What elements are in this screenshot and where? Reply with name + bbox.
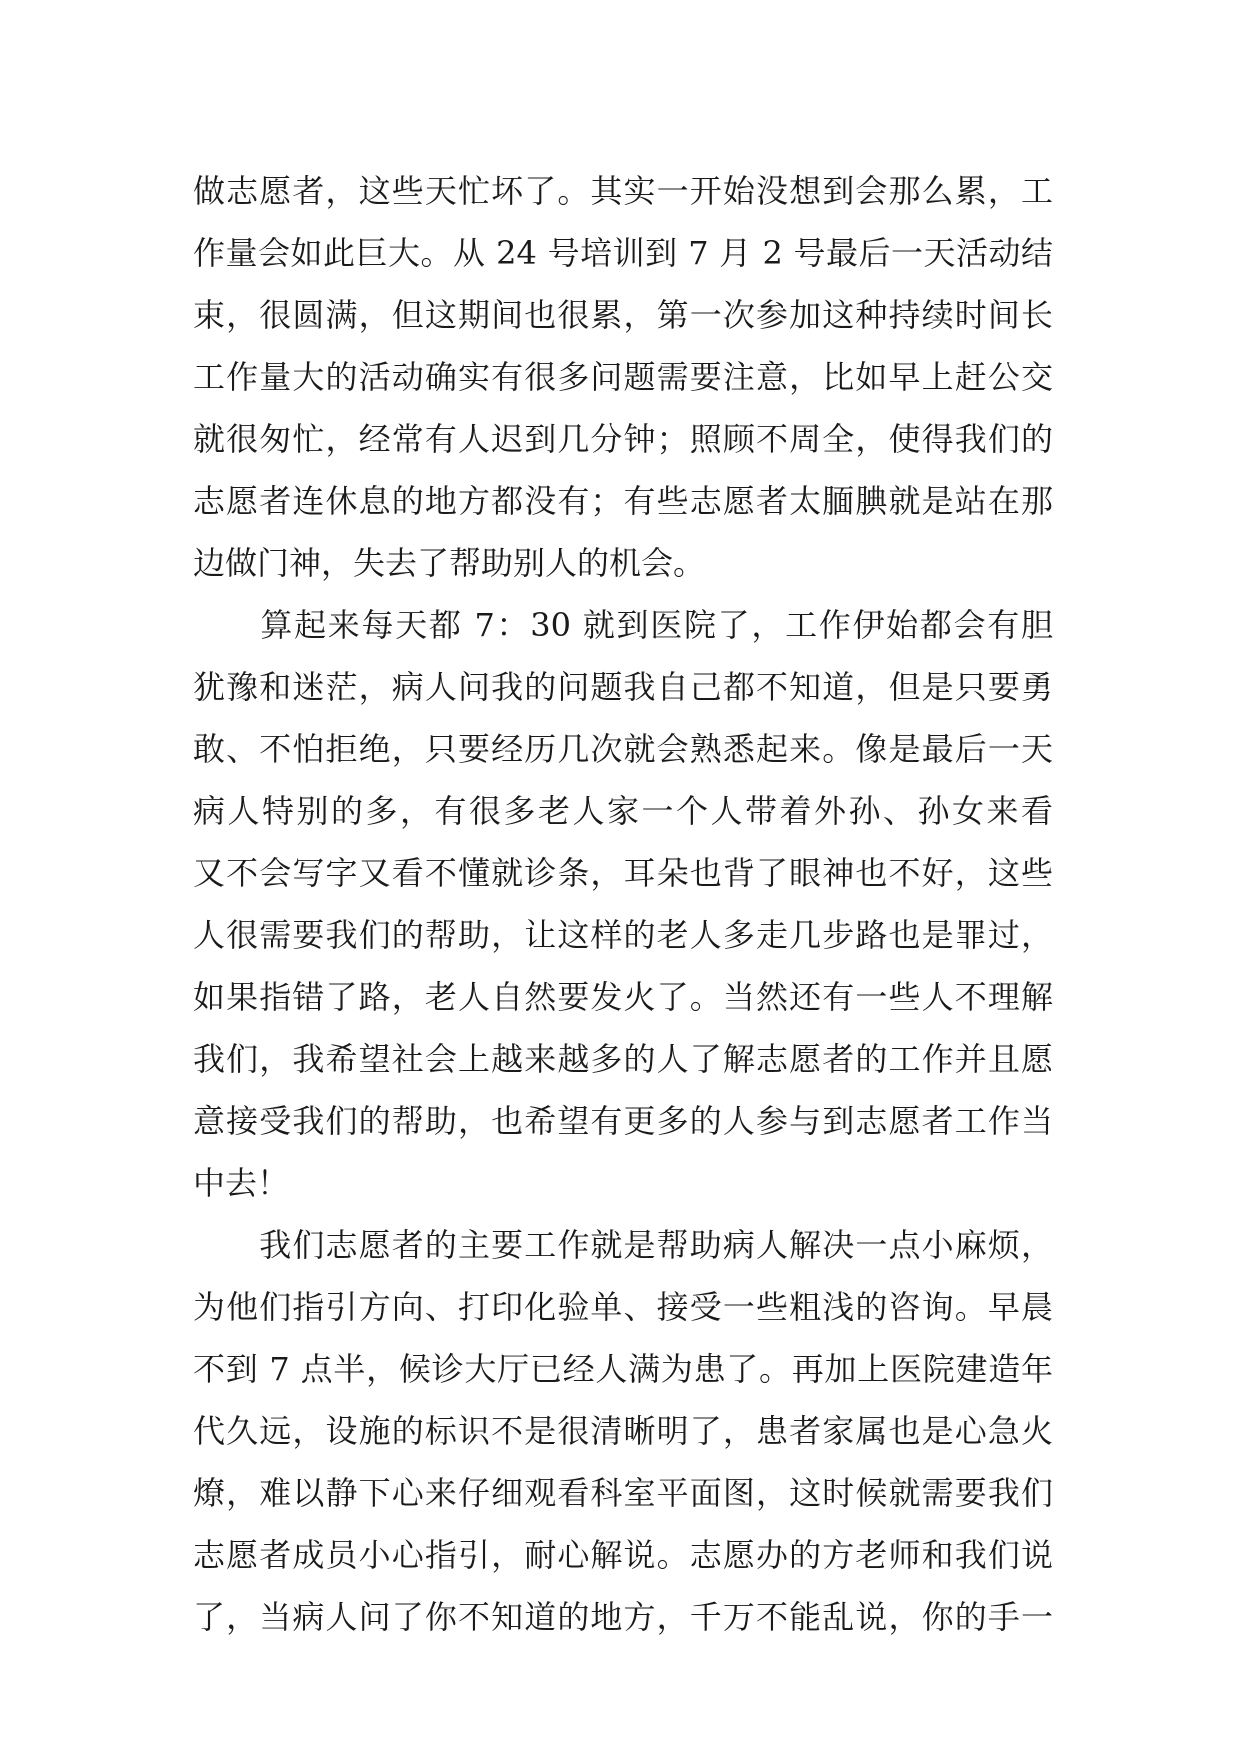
text-line: 敢、不怕拒绝，只要经历几次就会熟悉起来。像是最后一天	[193, 730, 1053, 768]
text-line: 代久远，设施的标识不是很清晰明了，患者家属也是心急火	[193, 1412, 1053, 1450]
text-line: 工作量大的活动确实有很多问题需要注意，比如早上赶公交	[193, 358, 1053, 396]
text-line: 志愿者成员小心指引，耐心解说。志愿办的方老师和我们说	[193, 1536, 1053, 1574]
text-line: 如果指错了路，老人自然要发火了。当然还有一些人不理解	[193, 978, 1053, 1016]
text-line: 做志愿者，这些天忙坏了。其实一开始没想到会那么累，工	[193, 172, 1053, 210]
text-line: 束，很圆满，但这期间也很累，第一次参加这种持续时间长	[193, 296, 1053, 334]
text-line: 燎，难以静下心来仔细观看科室平面图，这时候就需要我们	[193, 1474, 1053, 1512]
text-line: 不到 7 点半，候诊大厅已经人满为患了。再加上医院建造年	[193, 1350, 1053, 1388]
text-line: 犹豫和迷茫，病人问我的问题我自己都不知道，但是只要勇	[193, 668, 1053, 706]
text-line: 人很需要我们的帮助，让这样的老人多走几步路也是罪过，	[193, 916, 1053, 954]
text-line: 边做门神，失去了帮助别人的机会。	[193, 544, 706, 582]
document-body	[193, 160, 1053, 1648]
text-line: 作量会如此巨大。从 24 号培训到 7 月 2 号最后一天活动结	[193, 234, 1053, 272]
text-line: 又不会写字又看不懂就诊条，耳朵也背了眼神也不好，这些	[193, 854, 1053, 892]
text-line: 算起来每天都 7：30 就到医院了，工作伊始都会有胆	[260, 606, 1053, 644]
text-line: 病人特别的多，有很多老人家一个人带着外孙、孙女来看	[193, 792, 1053, 830]
paragraph	[193, 160, 1053, 594]
text-line: 志愿者连休息的地方都没有；有些志愿者太腼腆就是站在那	[193, 482, 1053, 520]
text-line: 中去！	[193, 1164, 290, 1202]
paragraph	[193, 1214, 1053, 1648]
text-line: 我们，我希望社会上越来越多的人了解志愿者的工作并且愿	[193, 1040, 1053, 1078]
text-line: 就很匆忙，经常有人迟到几分钟；照顾不周全，使得我们的	[193, 420, 1053, 458]
text-line: 了，当病人问了你不知道的地方，千万不能乱说，你的手一	[193, 1598, 1053, 1636]
text-line: 意接受我们的帮助，也希望有更多的人参与到志愿者工作当	[193, 1102, 1053, 1140]
text-line: 我们志愿者的主要工作就是帮助病人解决一点小麻烦，	[193, 1226, 1053, 1264]
paragraph	[193, 594, 1053, 1214]
text-line: 为他们指引方向、打印化验单、接受一些粗浅的咨询。早晨	[193, 1288, 1053, 1326]
